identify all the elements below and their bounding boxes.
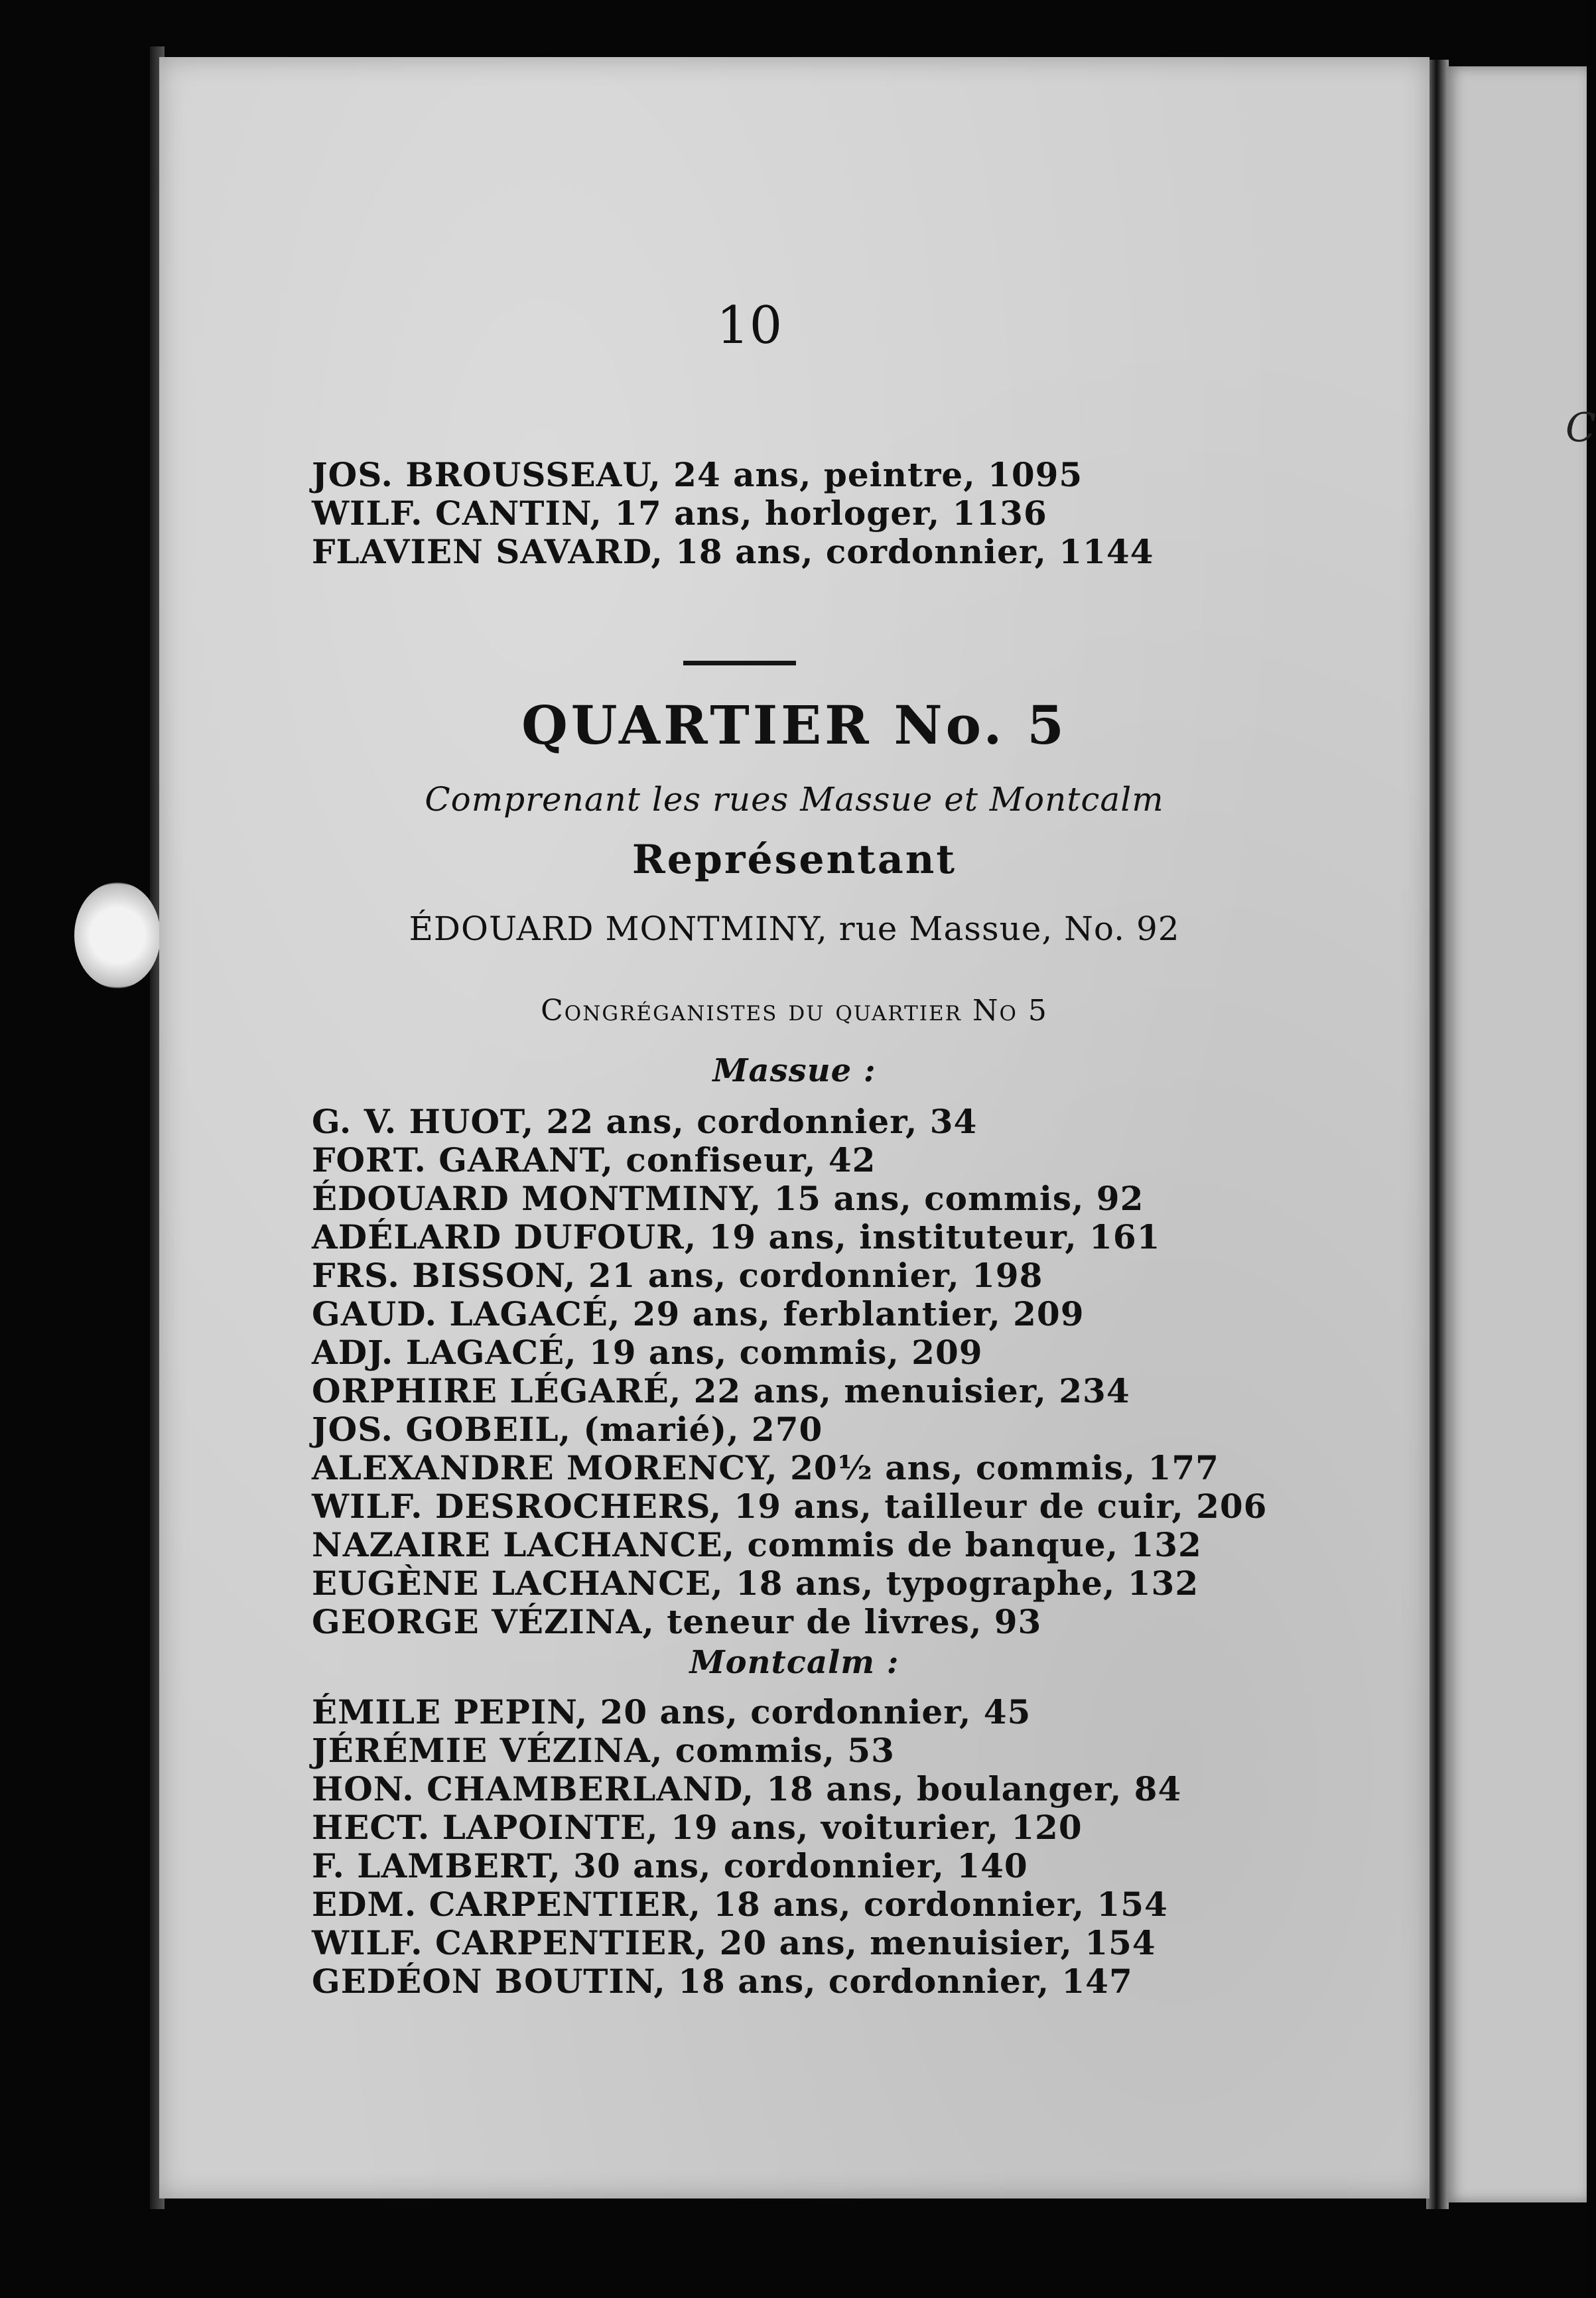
adjacent-page (1447, 66, 1587, 2202)
list-item: FORT. GARANT, confiseur, 42 (312, 1140, 876, 1180)
list-item: FLAVIEN SAVARD, 18 ans, cordonnier, 1144 (312, 532, 1154, 571)
representative-heading: Représentant (632, 837, 957, 883)
list-item: FRS. BISSON, 21 ans, cordonnier, 198 (312, 1256, 1043, 1295)
list-item: ÉDOUARD MONTMINY, 15 ans, commis, 92 (312, 1179, 1144, 1218)
list-item: ÉMILE PEPIN, 20 ans, cordonnier, 45 (312, 1692, 1031, 1731)
list-item: GEORGE VÉZINA, teneur de livres, 93 (312, 1602, 1042, 1641)
quarter-title: QUARTIER No. 5 (521, 694, 1067, 756)
list-item: NAZAIRE LACHANCE, commis de banque, 132 (312, 1525, 1202, 1564)
quarter-subtitle: Comprenant les rues Massue et Montcalm (425, 780, 1164, 819)
list-item: ADÉLARD DUFOUR, 19 ans, instituteur, 161 (312, 1217, 1161, 1256)
list-item: ORPHIRE LÉGARÉ, 22 ans, menuisier, 234 (312, 1371, 1130, 1410)
list-item: EUGÈNE LACHANCE, 18 ans, typographe, 132 (312, 1564, 1199, 1603)
list-item: JOS. BROUSSEAU, 24 ans, peintre, 1095 (312, 455, 1083, 494)
list-item: GAUD. LAGACÉ, 29 ans, ferblantier, 209 (312, 1294, 1085, 1333)
congreganistes-heading: Congréganistes du quartier No 5 (541, 994, 1048, 1028)
list-item: GEDÉON BOUTIN, 18 ans, cordonnier, 147 (312, 1962, 1133, 2001)
list-item: WILF. CANTIN, 17 ans, horloger, 1136 (312, 494, 1047, 533)
list-item: WILF. DESROCHERS, 19 ans, tailleur de cuir, 206 (312, 1487, 1268, 1526)
list-item: WILF. CARPENTIER, 20 ans, menuisier, 154 (312, 1923, 1156, 1962)
list-item: JOS. GOBEIL, (marié), 270 (312, 1410, 823, 1449)
list-item: EDM. CARPENTIER, 18 ans, cordonnier, 154 (312, 1885, 1168, 1924)
book-gutter (1426, 60, 1449, 2209)
adjacent-page-letter: C (1565, 405, 1596, 451)
page-number: 10 (716, 296, 783, 356)
list-item: ALEXANDRE MORENCY, 20½ ans, commis, 177 (312, 1448, 1219, 1487)
representative-name: ÉDOUARD MONTMINY, rue Massue, No. 92 (409, 910, 1180, 948)
street-heading-montcalm: Montcalm : (689, 1644, 899, 1681)
printed-page (159, 57, 1430, 2198)
list-item: JÉRÉMIE VÉZINA, commis, 53 (312, 1731, 895, 1770)
list-item: F. LAMBERT, 30 ans, cordonnier, 140 (312, 1846, 1028, 1885)
paper-blotch (74, 882, 161, 988)
list-item: G. V. HUOT, 22 ans, cordonnier, 34 (312, 1102, 978, 1141)
street-heading-massue: Massue : (712, 1052, 876, 1089)
list-item: ADJ. LAGACÉ, 19 ans, commis, 209 (312, 1333, 983, 1372)
list-item: HON. CHAMBERLAND, 18 ans, boulanger, 84 (312, 1769, 1182, 1808)
section-divider (683, 661, 796, 665)
list-item: HECT. LAPOINTE, 19 ans, voiturier, 120 (312, 1808, 1083, 1847)
